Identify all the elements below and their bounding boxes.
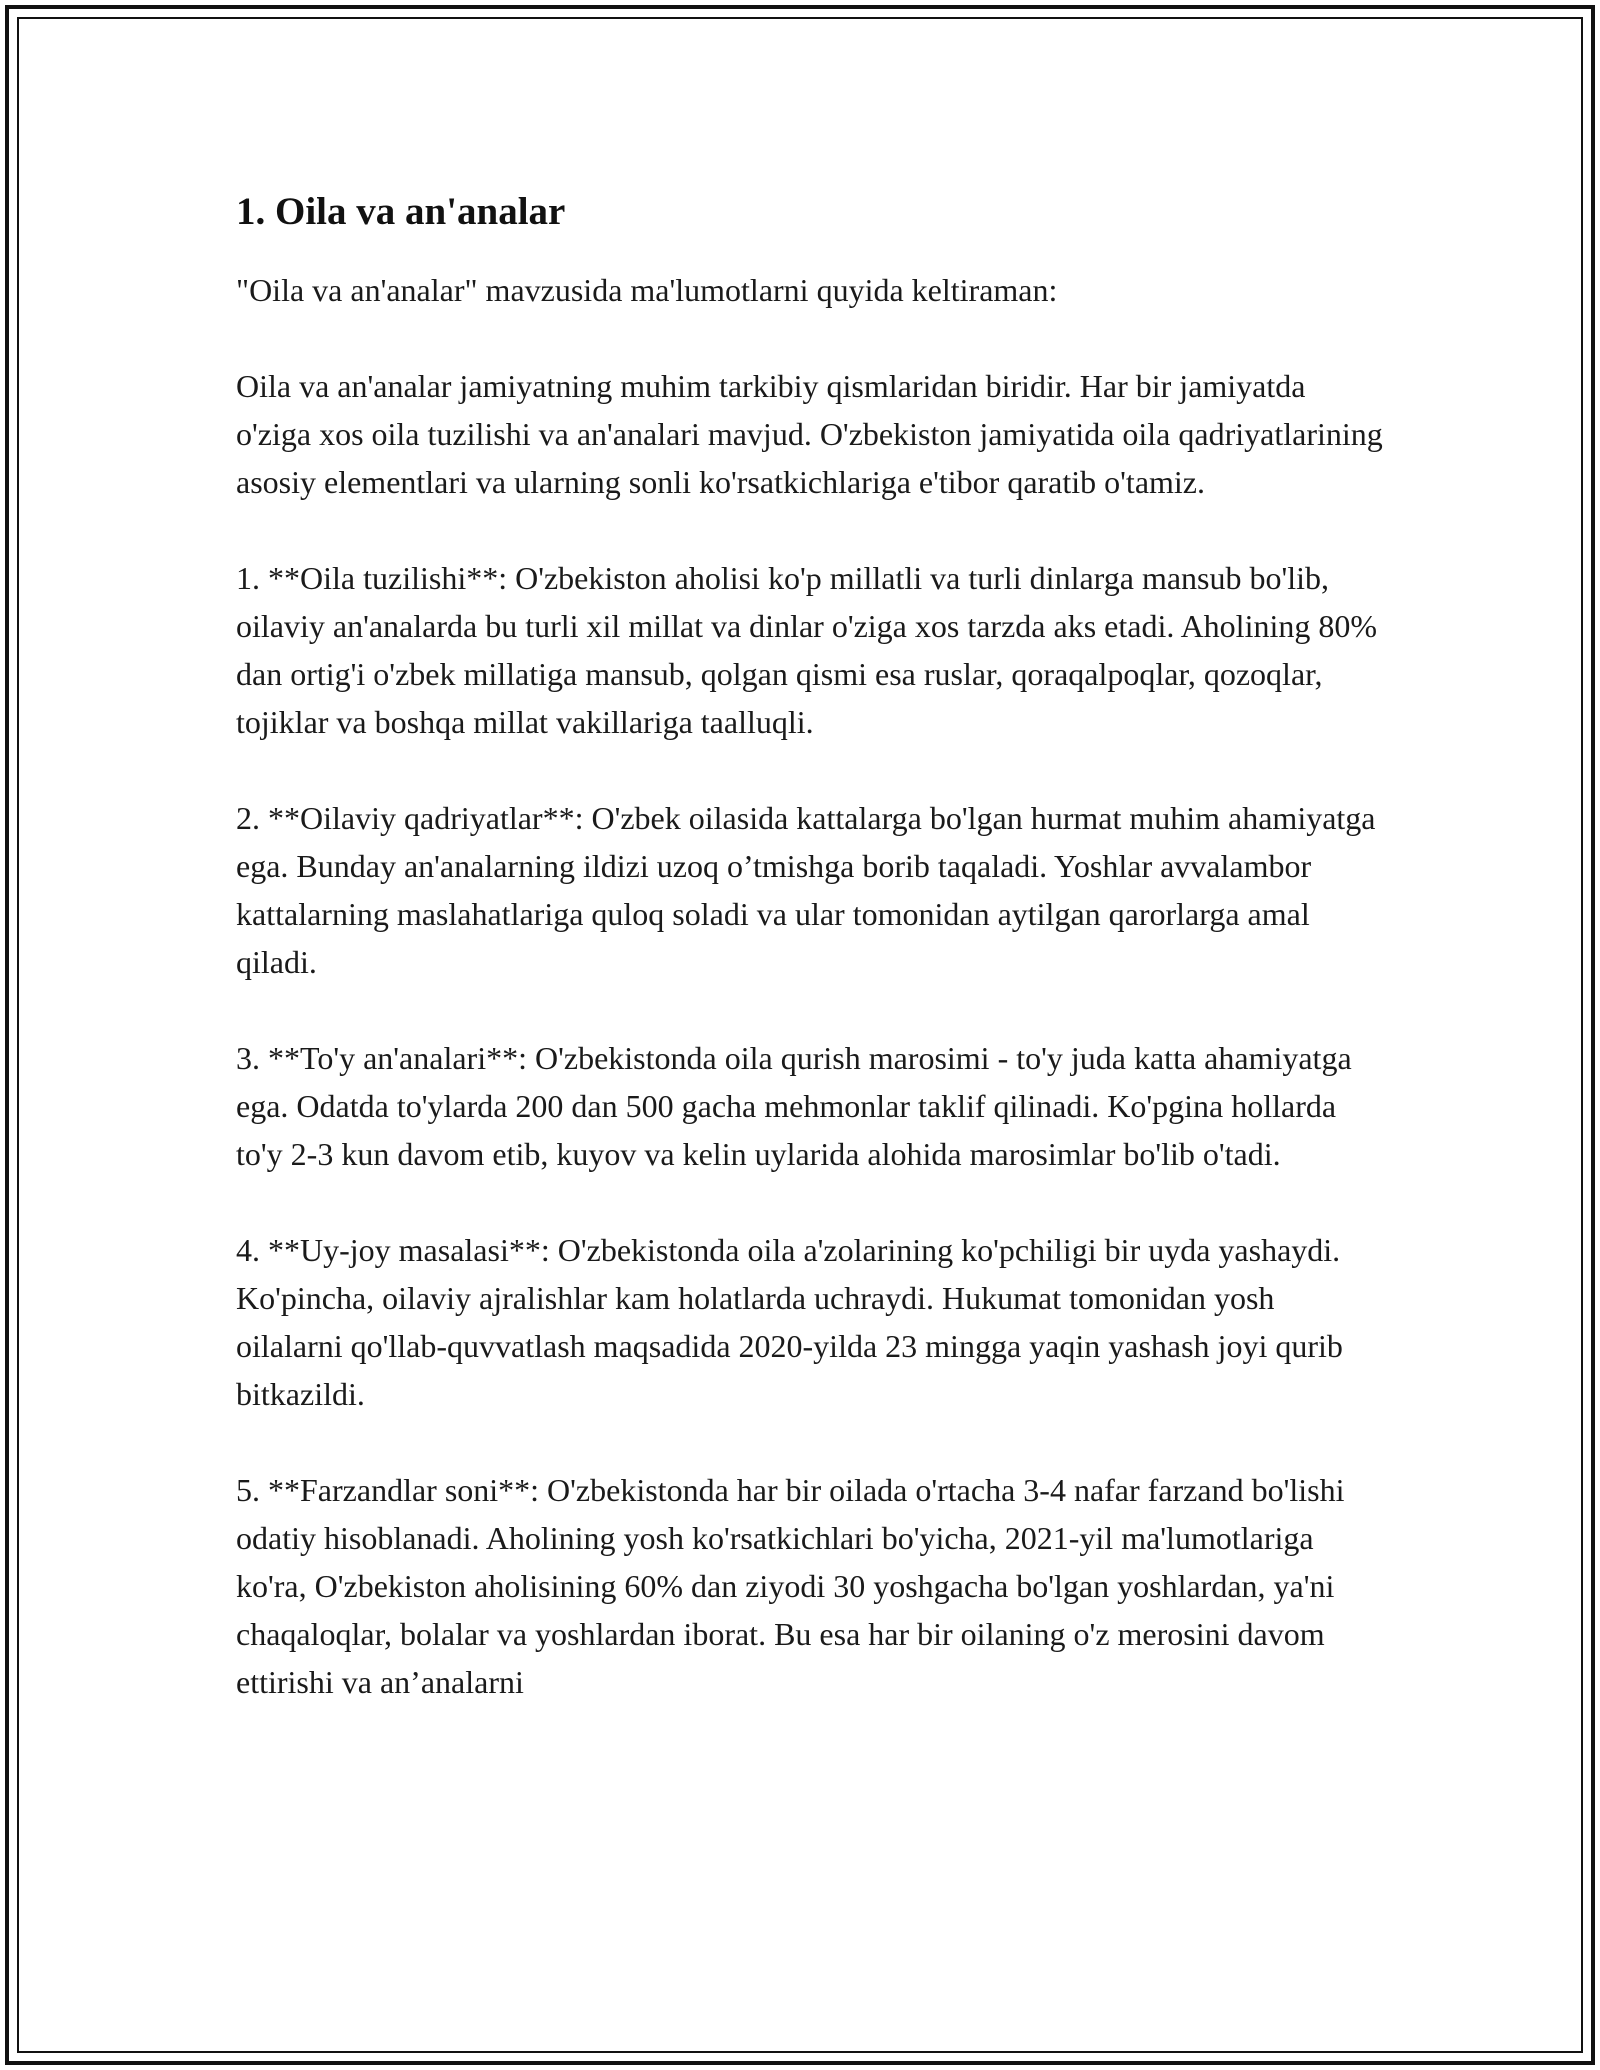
paragraph-family-structure: 1. **Oila tuzilishi**: O'zbekiston aholisi ko'p millatli va turli dinlarga mansub bo'lib, oilaviy an'analarda bu turli xil millat va dinlar o'ziga xos tarzda aks etadi. Aholining 80% dan ortig'i o'zbek millatiga mansub, qolgan qismi esa ruslar, qoraqalpoqlar, qozoqlar, tojiklar va boshqa millat vakillariga taalluqli. [236, 560, 1377, 740]
intro-paragraph: "Oila va an'analar" mavzusida ma'lumotlarni quyida keltiraman: [236, 272, 1058, 308]
paragraph-children-count: 5. **Farzandlar soni**: O'zbekistonda har bir oilada o'rtacha 3-4 nafar farzand bo'lishi odatiy hisoblanadi. Aholining yosh ko'rsatkichlari bo'yicha, 2021-yil ma'lumotlariga ko'ra, O'zbekiston aholisining 60% dan ziyodi 30 yoshgacha bo'lgan yoshlardan, ya'ni chaqaloqlar, bolalar va yoshlardan iborat. Bu esa har bir oilaning o'z merosini davom ettirishi va an’analarni [236, 1472, 1345, 1700]
document-body [236, 186, 1386, 1754]
paragraph-overview: Oila va an'analar jamiyatning muhim tarkibiy qismlaridan biridir. Har bir jamiyatda o'ziga xos oila tuzilishi va an'analari mavjud. O'zbekiston jamiyatida oila qadriyatlarining asosiy elementlari va ularning sonli ko'rsatkichlariga e'tibor qaratib o'tamiz. [236, 368, 1383, 500]
section-heading: 1. Oila va an'analar [236, 190, 566, 233]
paragraph-housing: 4. **Uy-joy masalasi**: O'zbekistonda oila a'zolarining ko'pchiligi bir uyda yashaydi. Ko'pincha, oilaviy ajralishlar kam holatlarda uchraydi. Hukumat tomonidan yosh oilalarni qo'llab-quvvatlash maqsadida 2020-yilda 23 mingga yaqin yashash joyi qurib bitkazildi. [236, 1232, 1343, 1412]
paragraph-wedding-traditions: 3. **To'y an'analari**: O'zbekistonda oila qurish marosimi - to'y juda katta ahamiyatga ega. Odatda to'ylarda 200 dan 500 gacha mehmonlar taklif qilinadi. Ko'pgina hollarda to'y 2-3 kun davom etib, kuyov va kelin uylarida alohida marosimlar bo'lib o'tadi. [236, 1040, 1352, 1172]
paragraph-family-values: 2. **Oilaviy qadriyatlar**: O'zbek oilasida kattalarga bo'lgan hurmat muhim ahamiyatga ega. Bunday an'analarning ildizi uzoq o’tmishga borib taqaladi. Yoshlar avvalambor kattalarning maslahatlariga quloq soladi va ular tomonidan aytilgan qarorlarga amal qiladi. [236, 800, 1376, 980]
